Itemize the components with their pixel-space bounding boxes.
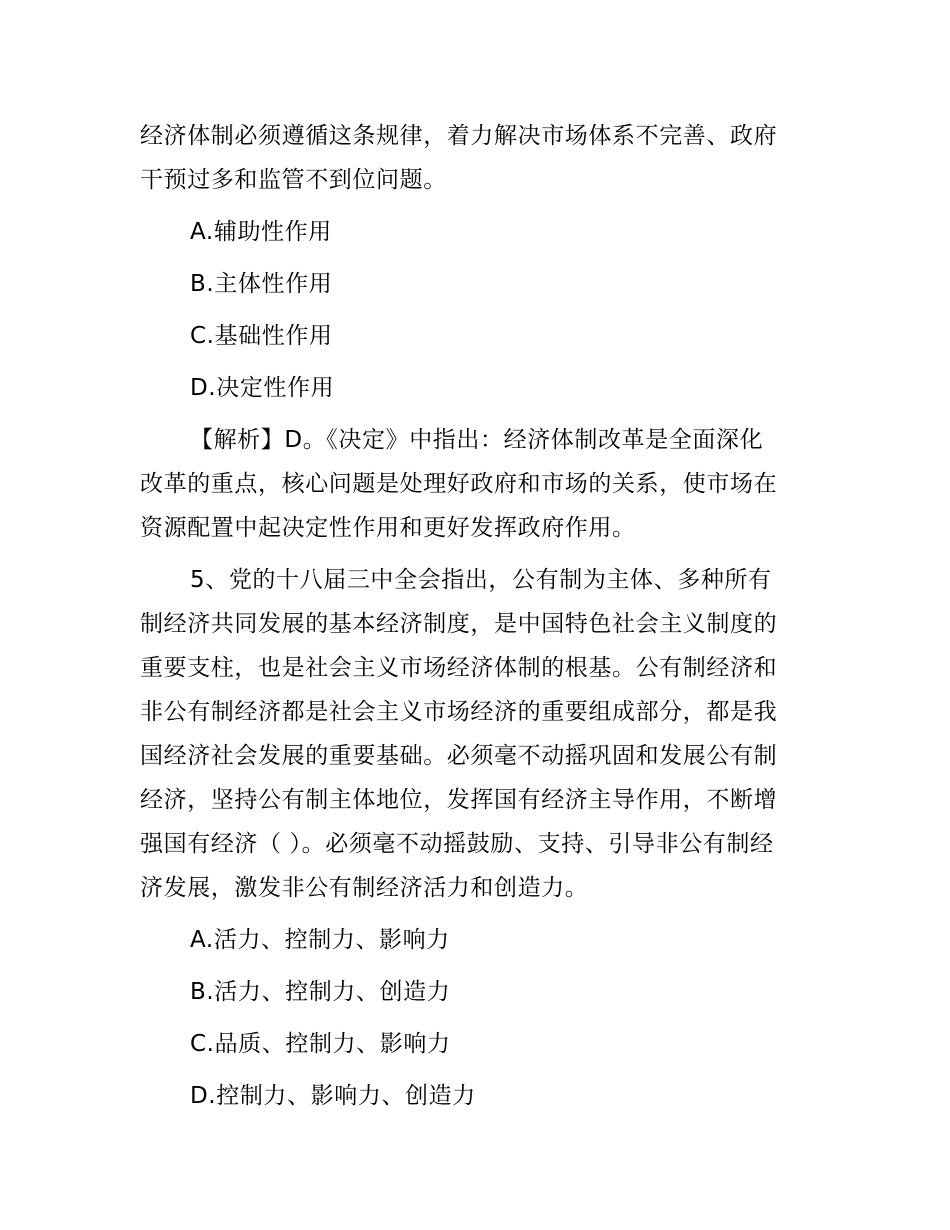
q4-option-c: C.基础性作用 <box>190 323 333 349</box>
q5-option-b: B.活力、控制力、创造力 <box>190 979 451 1005</box>
q4-option-d: D.决定性作用 <box>190 375 335 401</box>
q5-option-d: D.控制力、影响力、创造力 <box>190 1083 476 1109</box>
question5-line: 国经济社会发展的重要基础。必须毫不动摇巩固和发展公有制 <box>140 743 778 769</box>
q4-option-a: A.辅助性作用 <box>190 219 332 245</box>
analysis-line: 【解析】D。《决定》中指出：经济体制改革是全面深化 <box>190 427 764 453</box>
question4-options <box>140 210 815 410</box>
question5-line: 强国有经济（ ）。必须毫不动摇鼓励、支持、引导非公有制经 <box>140 831 774 857</box>
q5-option-a: A.活力、控制力、影响力 <box>190 927 450 953</box>
question5-options <box>140 918 815 1118</box>
page-content <box>140 114 815 1126</box>
intro-paragraph <box>140 114 815 202</box>
question5-line: 制经济共同发展的基本经济制度，是中国特色社会主义制度的 <box>140 611 778 637</box>
q5-option-c: C.品质、控制力、影响力 <box>190 1031 451 1057</box>
question5-line: 重要支柱，也是社会主义市场经济体制的根基。公有制经济和 <box>140 655 778 681</box>
question5-line: 5、党的十八届三中全会指出，公有制为主体、多种所有 <box>190 567 772 593</box>
q4-option-b: B.主体性作用 <box>190 271 333 297</box>
intro-line: 经济体制必须遵循这条规律，着力解决市场体系不完善、政府 <box>140 123 778 149</box>
analysis-line: 改革的重点，核心问题是处理好政府和市场的关系，使市场在 <box>140 471 778 497</box>
question5-line: 济发展，激发非公有制经济活力和创造力。 <box>140 875 589 901</box>
analysis-paragraph <box>140 418 815 550</box>
question5-line: 经济，坚持公有制主体地位，发挥国有经济主导作用，不断增 <box>140 787 778 813</box>
question5-line: 非公有制经济都是社会主义市场经济的重要组成部分，都是我 <box>140 699 778 725</box>
question5-paragraph <box>140 558 815 910</box>
intro-line: 干预过多和监管不到位问题。 <box>140 167 447 193</box>
analysis-line: 资源配置中起决定性作用和更好发挥政府作用。 <box>140 515 636 541</box>
